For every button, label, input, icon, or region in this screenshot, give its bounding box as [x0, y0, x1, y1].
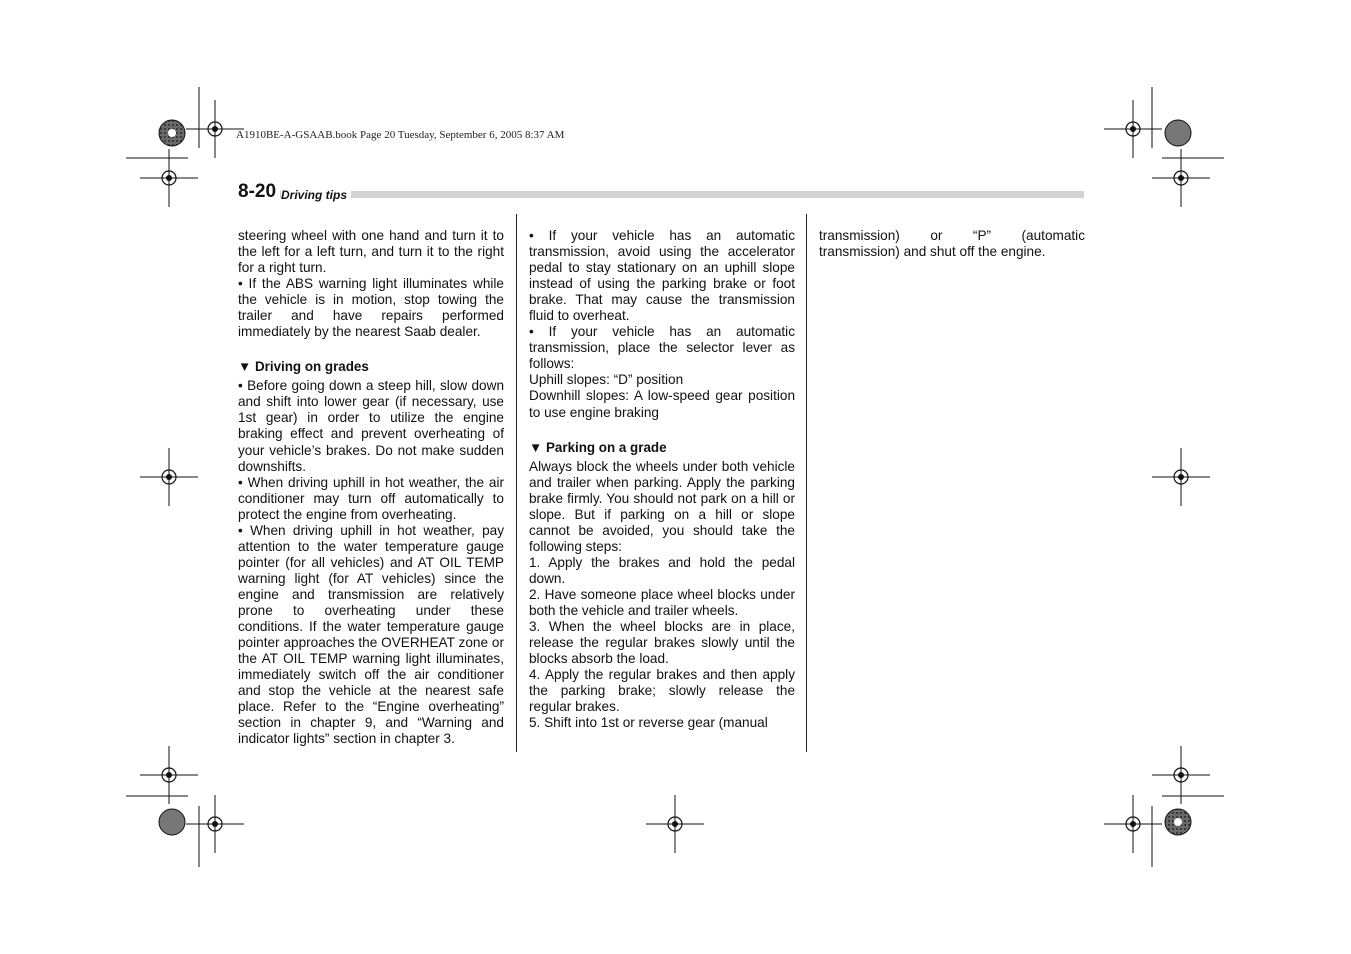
star-target-icon: [1165, 809, 1191, 835]
print-slug: A1910BE-A-GSAAB.book Page 20 Tuesday, September 6, 2005 8:37 AM: [236, 129, 565, 141]
step-5: 5. Shift into 1st or reverse gear (manual: [529, 715, 768, 731]
paragraph: • Before going down a steep hill, slow down and shift into lower gear (if necessary, use 1st gear) in order to utilize the engine braking effect and prevent overheating of your vehicle’s brakes. Do not make sudden downshifts.: [238, 378, 504, 474]
paragraph: Downhill slopes: A low-speed gear position to use engine braking: [529, 388, 795, 420]
column-divider: [806, 214, 807, 752]
step-4: 4. Apply the regular brakes and then apply the parking brake; slowly release the regular brakes.: [529, 667, 795, 715]
paragraph: • When driving uphill in hot weather, the air conditioner may turn off automatically to protect the engine from overheating.: [238, 474, 504, 522]
star-target-icon: [1165, 120, 1191, 146]
registration-mark-icon: [140, 746, 198, 804]
paragraph: transmission) or “P” (automatic transmission) and shut off the engine.: [819, 228, 1085, 260]
paragraph: steering wheel with one hand and turn it to the left for a left turn, and turn it to the right for a right turn.: [238, 228, 504, 276]
star-target-icon: [159, 809, 185, 835]
registration-mark-icon: [186, 795, 244, 853]
step-2: 2. Have someone place wheel blocks under both the vehicle and trailer wheels.: [529, 586, 795, 618]
paragraph: • When driving uphill in hot weather, pay attention to the water temperature gauge pointer (for all vehicles) and AT OIL TEMP warning light (for AT vehicles) since the engine and transmission are relatively prone to overheating under these conditions. If the water temperature gauge pointer approaches the OVERHEAT zone or the AT OIL TEMP warning light illuminates, immediately switch off the air conditioner and stop the vehicle at the nearest safe place. Refer to the “Engine overheating” section in chapter 9, and “Warning and indicator lights” section in chapter 3.: [238, 522, 504, 747]
paragraph: • If the ABS warning light illuminates while the vehicle is in motion, stop towing the trailer and have repairs performed immediately by the nearest Saab dealer.: [238, 276, 504, 340]
column-3: [819, 228, 1085, 260]
registration-mark-icon: [1104, 795, 1162, 853]
paragraph: Always block the wheels under both vehicle and trailer when parking. Apply the parking brake firmly. You should not park on a hill or slope. But if parking on a hill or slope cannot be avoided, you should take the following steps:: [529, 458, 795, 554]
column-divider: [516, 214, 517, 752]
registration-mark-icon: [140, 448, 198, 506]
paragraph: • If your vehicle has an automatic transmission, avoid using the accelerator pedal to stay stationary on an uphill slope instead of using the parking brake or foot brake. That may cause the transmission fluid to overheat.: [529, 228, 795, 324]
column-1: [238, 228, 504, 747]
registration-mark-icon: [1104, 100, 1162, 158]
registration-mark-icon: [1152, 448, 1210, 506]
column-2: [529, 228, 795, 731]
header-bar: [238, 191, 1084, 198]
subheading-driving-on-grades: ▼ Driving on grades: [238, 359, 369, 375]
registration-mark-icon: [646, 795, 704, 853]
section-title: Driving tips: [281, 188, 351, 202]
registration-mark-icon: [1152, 746, 1210, 804]
paragraph: • If your vehicle has an automatic transmission, place the selector lever as follows:: [529, 324, 795, 372]
star-target-icon: [159, 120, 185, 146]
subheading-parking-on-a-grade: ▼ Parking on a grade: [529, 439, 667, 455]
step-1: 1. Apply the brakes and hold the pedal down.: [529, 554, 795, 586]
paragraph: Uphill slopes: “D” position: [529, 372, 684, 388]
page-number: 8-20: [238, 181, 280, 203]
step-3: 3. When the wheel blocks are in place, release the regular brakes slowly until the blocks absorb the load.: [529, 619, 795, 667]
